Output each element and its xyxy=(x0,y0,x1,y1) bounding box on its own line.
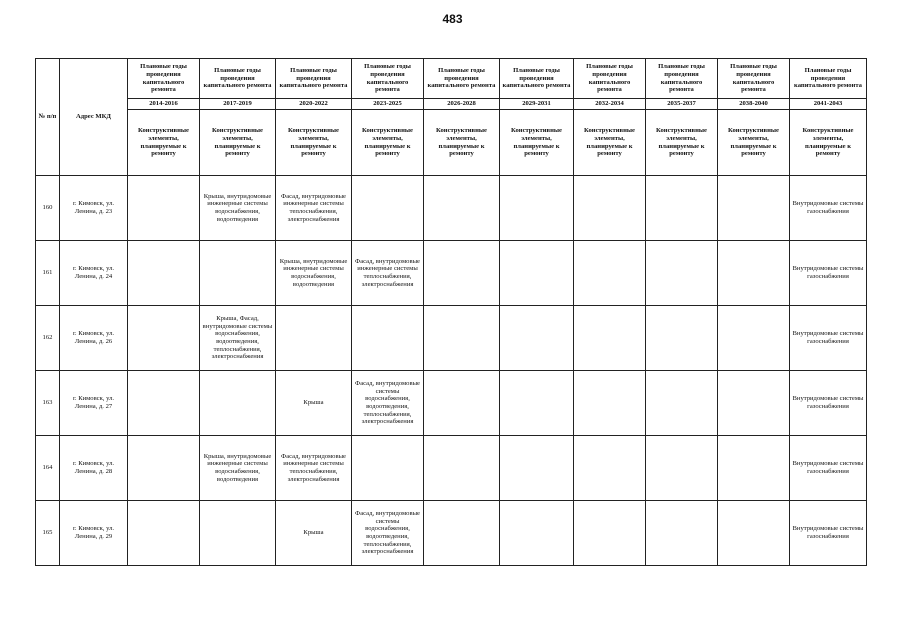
repair-elements-cell xyxy=(500,241,574,306)
repair-elements-cell xyxy=(718,241,790,306)
row-address: г. Кимовск, ул. Ленина, д. 23 xyxy=(60,176,128,241)
repair-elements-cell xyxy=(718,306,790,371)
repair-elements-cell xyxy=(646,241,718,306)
repair-elements-cell xyxy=(646,501,718,566)
header-column-elements: Конструктивные элементы, планируемые к ремонту xyxy=(424,110,500,176)
header-address: Адрес МКД xyxy=(60,59,128,176)
repair-elements-cell xyxy=(200,241,276,306)
header-row-titles xyxy=(36,59,867,99)
header-column-elements: Конструктивные элементы, планируемые к ремонту xyxy=(718,110,790,176)
header-column-elements: Конструктивные элементы, планируемые к ремонту xyxy=(200,110,276,176)
repair-elements-cell xyxy=(574,306,646,371)
row-address: г. Кимовск, ул. Ленина, д. 27 xyxy=(60,371,128,436)
repair-elements-cell: Внутридомовые системы газоснабжения xyxy=(790,436,867,501)
repair-elements-cell xyxy=(718,436,790,501)
repair-elements-cell xyxy=(574,436,646,501)
table-row xyxy=(36,306,867,371)
header-column-title: Плановые годы проведения капитального ремонта xyxy=(500,59,574,99)
repair-elements-cell xyxy=(646,306,718,371)
repair-elements-cell xyxy=(574,241,646,306)
repair-elements-cell xyxy=(200,501,276,566)
repair-elements-cell xyxy=(718,501,790,566)
header-column-elements: Конструктивные элементы, планируемые к ремонту xyxy=(276,110,352,176)
header-column-years: 2014-2016 xyxy=(128,99,200,110)
repair-elements-cell xyxy=(500,306,574,371)
repair-elements-cell: Крыша, внутридомовые инженерные системы водоснабжения, водоотведения xyxy=(276,241,352,306)
table-row xyxy=(36,501,867,566)
repair-elements-cell xyxy=(424,241,500,306)
repair-elements-cell: Внутридомовые системы газоснабжения xyxy=(790,176,867,241)
row-number: 162 xyxy=(36,306,60,371)
repair-elements-cell xyxy=(424,371,500,436)
repair-elements-cell xyxy=(500,436,574,501)
repair-elements-cell xyxy=(276,306,352,371)
header-column-years: 2035-2037 xyxy=(646,99,718,110)
repair-elements-cell xyxy=(424,176,500,241)
header-column-elements: Конструктивные элементы, планируемые к ремонту xyxy=(500,110,574,176)
repair-elements-cell: Фасад, внутридомовые инженерные системы теплоснабжения, электроснабжения xyxy=(276,436,352,501)
table-row xyxy=(36,241,867,306)
header-column-years: 2029-2031 xyxy=(500,99,574,110)
header-column-elements: Конструктивные элементы, планируемые к ремонту xyxy=(574,110,646,176)
row-number: 165 xyxy=(36,501,60,566)
repair-elements-cell: Внутридомовые системы газоснабжения xyxy=(790,371,867,436)
repair-elements-cell: Фасад, внутридомовые инженерные системы теплоснабжения, электроснабжения xyxy=(276,176,352,241)
header-row-elements xyxy=(36,110,867,176)
repair-elements-cell: Внутридомовые системы газоснабжения xyxy=(790,306,867,371)
repair-elements-cell: Фасад, внутридомовые системы водоснабжения, водоотведения, теплоснабжения, электроснабжения xyxy=(352,501,424,566)
repair-elements-cell xyxy=(352,306,424,371)
header-num: № п/п xyxy=(36,59,60,176)
header-column-title: Плановые годы проведения капитального ремонта xyxy=(646,59,718,99)
repair-elements-cell: Фасад, внутридомовые системы водоснабжения, водоотведения, теплоснабжения, электроснабжения xyxy=(352,371,424,436)
header-column-years: 2017-2019 xyxy=(200,99,276,110)
row-number: 164 xyxy=(36,436,60,501)
header-column-elements: Конструктивные элементы, планируемые к ремонту xyxy=(646,110,718,176)
row-address: г. Кимовск, ул. Ленина, д. 29 xyxy=(60,501,128,566)
repair-elements-cell xyxy=(352,436,424,501)
header-column-elements: Конструктивные элементы, планируемые к ремонту xyxy=(128,110,200,176)
repair-elements-cell xyxy=(500,501,574,566)
repair-elements-cell xyxy=(646,371,718,436)
header-column-years: 2026-2028 xyxy=(424,99,500,110)
repair-elements-cell xyxy=(646,176,718,241)
repair-elements-cell: Крыша, внутридомовые инженерные системы водоснабжения, водоотведения xyxy=(200,176,276,241)
repair-elements-cell xyxy=(574,176,646,241)
repair-elements-cell: Крыша xyxy=(276,371,352,436)
repair-elements-cell xyxy=(424,436,500,501)
repair-elements-cell xyxy=(128,436,200,501)
row-address: г. Кимовск, ул. Ленина, д. 28 xyxy=(60,436,128,501)
header-column-elements: Конструктивные элементы, планируемые к ремонту xyxy=(790,110,867,176)
table-row xyxy=(36,176,867,241)
repair-elements-cell xyxy=(128,371,200,436)
header-column-title: Плановые годы проведения капитального ремонта xyxy=(574,59,646,99)
header-column-title: Плановые годы проведения капитального ремонта xyxy=(200,59,276,99)
repair-elements-cell: Крыша xyxy=(276,501,352,566)
header-row-years xyxy=(36,99,867,110)
row-number: 163 xyxy=(36,371,60,436)
row-address: г. Кимовск, ул. Ленина, д. 24 xyxy=(60,241,128,306)
table-row xyxy=(36,436,867,501)
repair-elements-cell xyxy=(574,371,646,436)
repair-elements-cell xyxy=(200,371,276,436)
header-column-elements: Конструктивные элементы, планируемые к ремонту xyxy=(352,110,424,176)
table-row xyxy=(36,371,867,436)
header-column-title: Плановые годы проведения капитального ремонта xyxy=(424,59,500,99)
header-column-years: 2023-2025 xyxy=(352,99,424,110)
row-number: 160 xyxy=(36,176,60,241)
repair-elements-cell xyxy=(128,241,200,306)
header-column-years: 2038-2040 xyxy=(718,99,790,110)
repair-elements-cell: Внутридомовые системы газоснабжения xyxy=(790,241,867,306)
repair-elements-cell: Внутридомовые системы газоснабжения xyxy=(790,501,867,566)
repair-elements-cell xyxy=(128,501,200,566)
repair-elements-cell xyxy=(718,176,790,241)
header-column-years: 2041-2043 xyxy=(790,99,867,110)
repair-elements-cell xyxy=(424,306,500,371)
page-number: 483 xyxy=(442,12,463,26)
repair-elements-cell xyxy=(352,176,424,241)
repair-elements-cell xyxy=(128,176,200,241)
header-column-title: Плановые годы проведения капитального ремонта xyxy=(128,59,200,99)
repair-elements-cell: Крыша, внутридомовые инженерные системы водоснабжения, водоотведения xyxy=(200,436,276,501)
header-column-years: 2020-2022 xyxy=(276,99,352,110)
row-number: 161 xyxy=(36,241,60,306)
repair-elements-cell xyxy=(500,176,574,241)
repair-elements-cell xyxy=(500,371,574,436)
header-column-title: Плановые годы проведения капитального ремонта xyxy=(718,59,790,99)
repair-elements-cell xyxy=(424,501,500,566)
repair-elements-cell xyxy=(128,306,200,371)
row-address: г. Кимовск, ул. Ленина, д. 26 xyxy=(60,306,128,371)
repair-elements-cell: Фасад, внутридомовые инженерные системы теплоснабжения, электроснабжения xyxy=(352,241,424,306)
repair-elements-cell xyxy=(646,436,718,501)
repair-elements-cell: Крыша, Фасад, внутридомовые системы водоснабжения, водоотведения, теплоснабжения, электроснабжения xyxy=(200,306,276,371)
header-column-title: Плановые годы проведения капитального ремонта xyxy=(352,59,424,99)
repair-elements-cell xyxy=(574,501,646,566)
header-column-years: 2032-2034 xyxy=(574,99,646,110)
header-column-title: Плановые годы проведения капитального ремонта xyxy=(790,59,867,99)
header-column-title: Плановые годы проведения капитального ремонта xyxy=(276,59,352,99)
capital-repair-table xyxy=(35,58,867,566)
repair-elements-cell xyxy=(718,371,790,436)
